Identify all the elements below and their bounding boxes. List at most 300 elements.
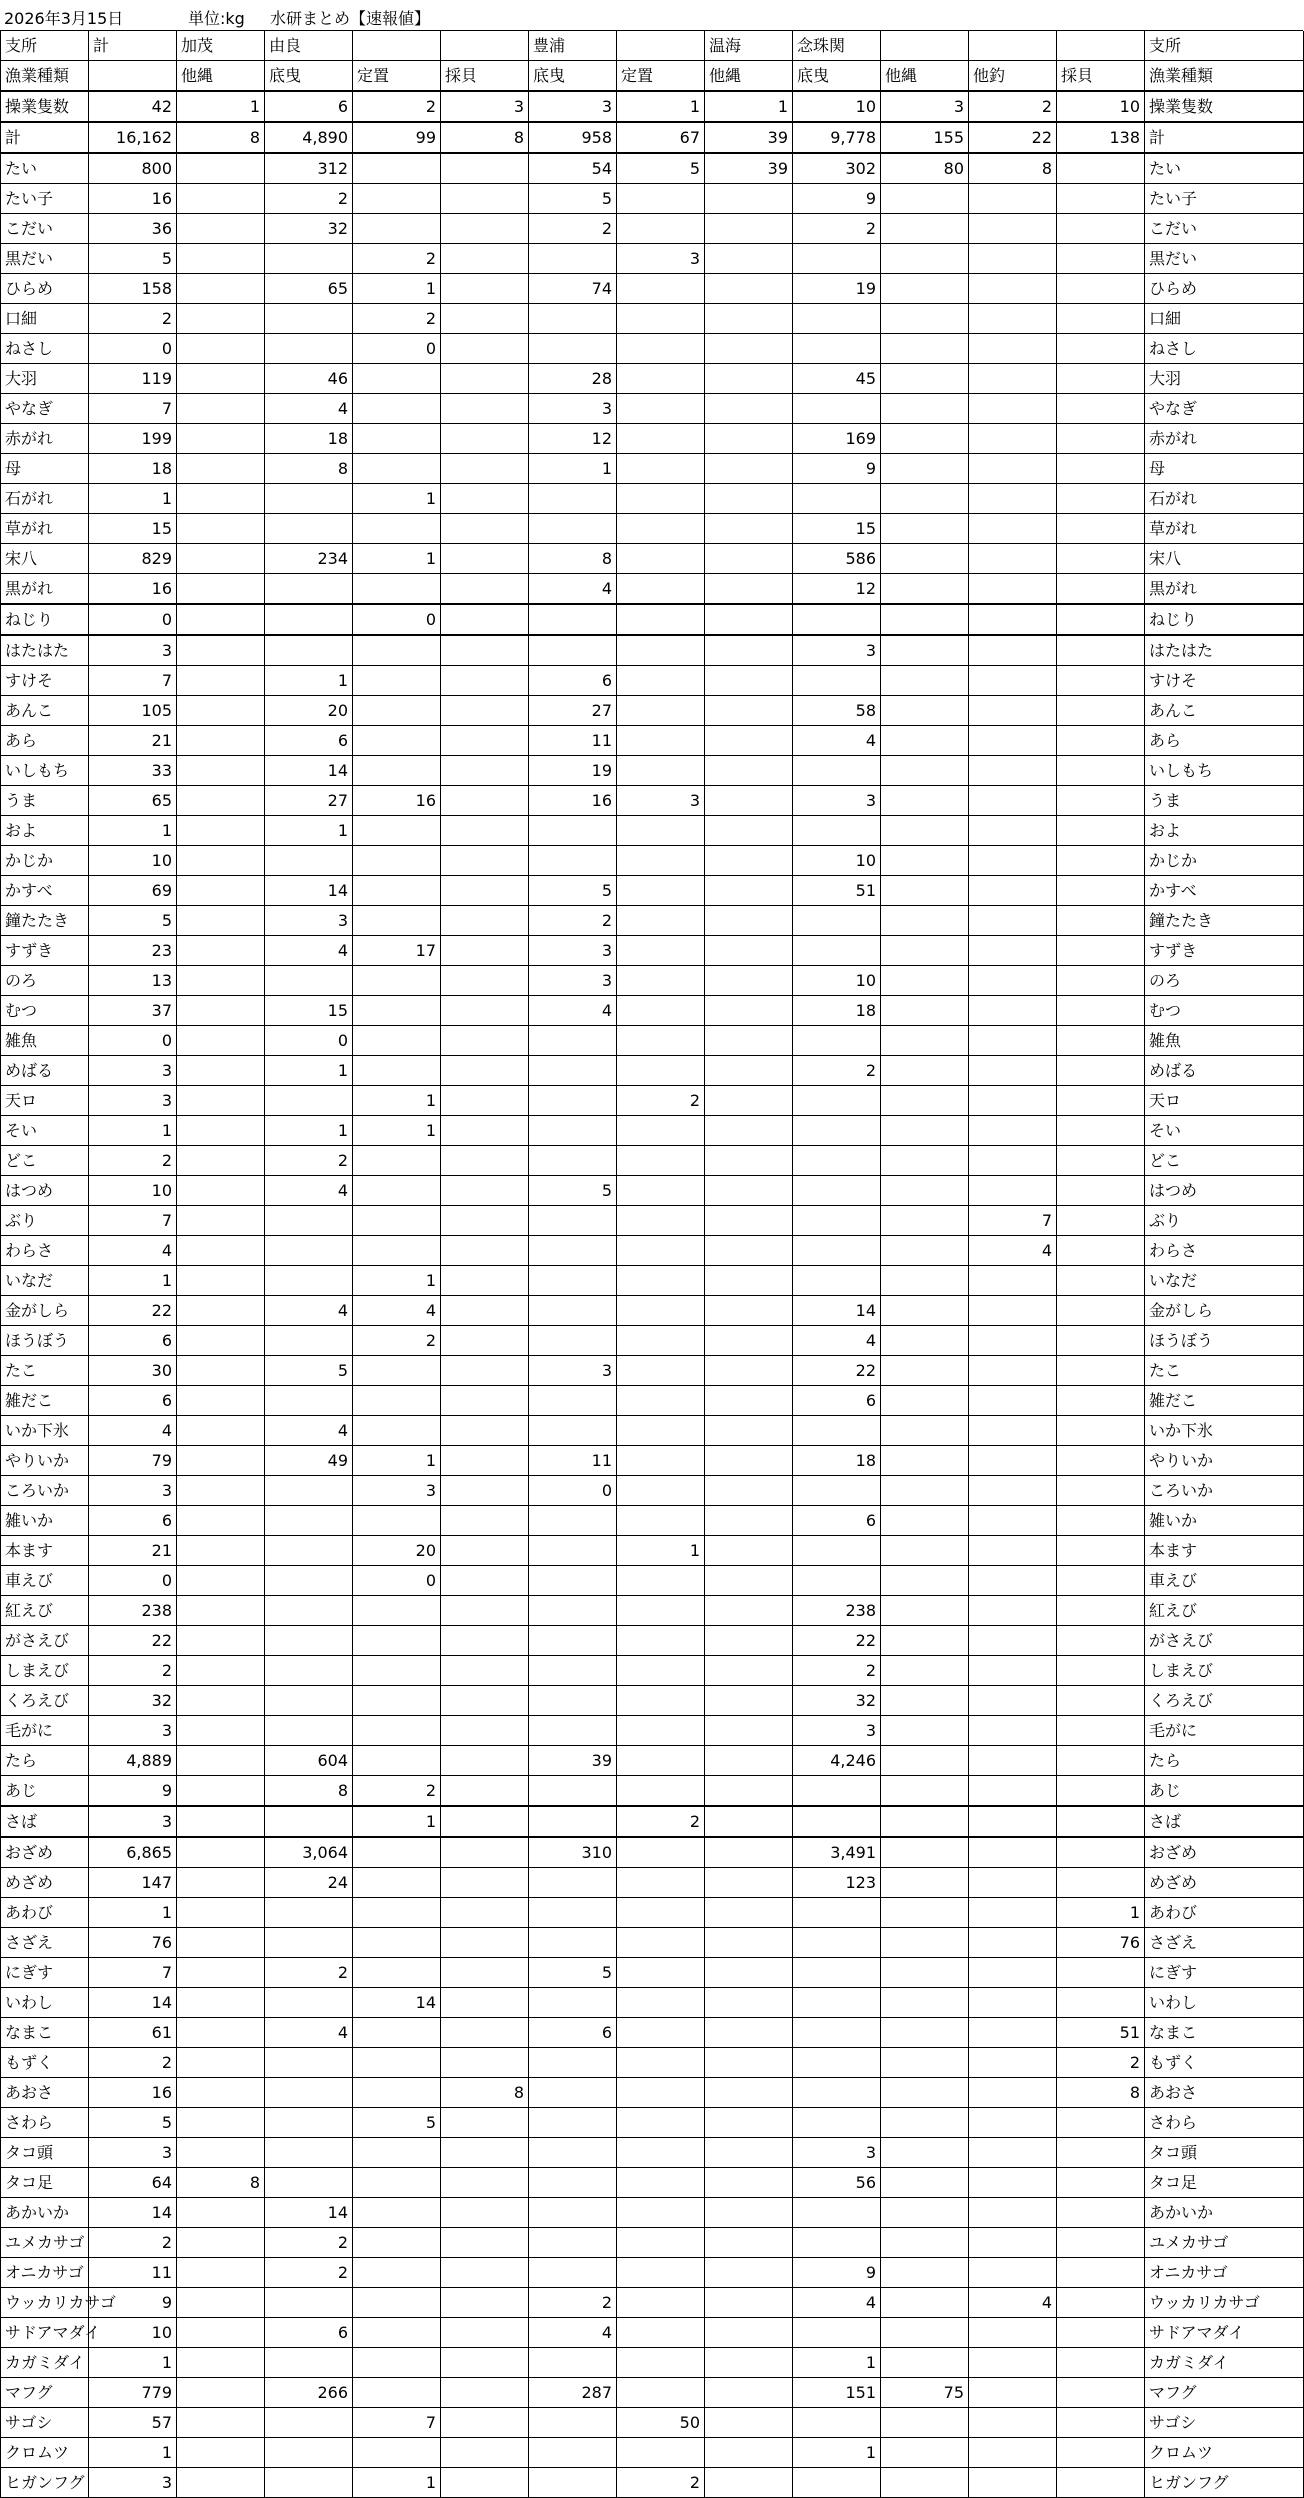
value-cell[interactable] (1057, 2228, 1145, 2258)
value-cell[interactable] (441, 334, 529, 364)
value-cell[interactable] (441, 1716, 529, 1746)
value-cell[interactable] (265, 635, 353, 666)
value-cell[interactable]: 1 (705, 91, 793, 122)
value-cell[interactable] (881, 1746, 969, 1776)
value-cell[interactable] (617, 454, 705, 484)
value-cell[interactable] (793, 1116, 881, 1146)
value-cell[interactable] (617, 1626, 705, 1656)
value-cell[interactable] (969, 484, 1057, 514)
value-cell[interactable]: 16 (353, 786, 441, 816)
value-cell[interactable]: 21 (89, 1536, 177, 1566)
value-cell[interactable] (881, 1146, 969, 1176)
value-cell[interactable] (969, 846, 1057, 876)
row-label-cell[interactable]: サドアマダイ (1145, 2318, 1304, 2348)
value-cell[interactable] (1057, 666, 1145, 696)
row-label-cell[interactable]: やなぎ (1, 394, 89, 424)
value-cell[interactable] (441, 1416, 529, 1446)
value-cell[interactable] (265, 574, 353, 605)
value-cell[interactable] (265, 1716, 353, 1746)
row-label-cell[interactable]: がさえび (1, 1626, 89, 1656)
value-cell[interactable] (881, 2138, 969, 2168)
row-label-cell[interactable]: およ (1145, 816, 1304, 846)
row-label-cell[interactable]: どこ (1, 1146, 89, 1176)
value-cell[interactable]: 6 (89, 1506, 177, 1536)
value-cell[interactable] (1057, 696, 1145, 726)
row-label-cell[interactable]: ねさし (1145, 334, 1304, 364)
value-cell[interactable]: 64 (89, 2168, 177, 2198)
value-cell[interactable] (353, 756, 441, 786)
row-label-cell[interactable]: 雑だこ (1, 1386, 89, 1416)
value-cell[interactable] (969, 936, 1057, 966)
value-cell[interactable] (969, 1656, 1057, 1686)
value-cell[interactable]: 他縄 (705, 61, 793, 92)
value-cell[interactable] (705, 2318, 793, 2348)
value-cell[interactable]: 49 (265, 1446, 353, 1476)
value-cell[interactable] (353, 726, 441, 756)
value-cell[interactable] (1057, 1988, 1145, 2018)
value-cell[interactable] (881, 1176, 969, 1206)
row-label-cell[interactable]: タコ頭 (1145, 2138, 1304, 2168)
value-cell[interactable] (969, 2408, 1057, 2438)
value-cell[interactable] (617, 574, 705, 605)
value-cell[interactable] (353, 1416, 441, 1446)
value-cell[interactable]: 9 (793, 454, 881, 484)
value-cell[interactable] (617, 1566, 705, 1596)
value-cell[interactable] (617, 1746, 705, 1776)
value-cell[interactable] (705, 816, 793, 846)
value-cell[interactable] (793, 1146, 881, 1176)
value-cell[interactable] (881, 726, 969, 756)
value-cell[interactable]: 18 (793, 996, 881, 1026)
row-label-cell[interactable]: いなだ (1, 1266, 89, 1296)
value-cell[interactable] (353, 1176, 441, 1206)
value-cell[interactable] (177, 574, 265, 605)
value-cell[interactable] (441, 1386, 529, 1416)
value-cell[interactable] (1057, 1958, 1145, 1988)
value-cell[interactable] (969, 2258, 1057, 2288)
value-cell[interactable] (969, 696, 1057, 726)
row-label-cell[interactable]: たい子 (1145, 184, 1304, 214)
value-cell[interactable] (705, 2168, 793, 2198)
value-cell[interactable]: 10 (793, 91, 881, 122)
row-label-cell[interactable]: クロムツ (1, 2438, 89, 2468)
value-cell[interactable] (353, 364, 441, 394)
value-cell[interactable]: 20 (265, 696, 353, 726)
value-cell[interactable] (529, 334, 617, 364)
row-label-cell[interactable]: ユメカサゴ (1145, 2228, 1304, 2258)
value-cell[interactable] (441, 1206, 529, 1236)
value-cell[interactable] (617, 214, 705, 244)
value-cell[interactable]: 20 (353, 1536, 441, 1566)
value-cell[interactable] (969, 1026, 1057, 1056)
value-cell[interactable] (705, 1296, 793, 1326)
row-label-cell[interactable]: ねじり (1, 604, 89, 635)
row-label-cell[interactable]: うま (1, 786, 89, 816)
row-label-cell[interactable]: 雑だこ (1145, 1386, 1304, 1416)
value-cell[interactable] (705, 1146, 793, 1176)
row-label-cell[interactable]: やりいか (1, 1446, 89, 1476)
value-cell[interactable] (441, 214, 529, 244)
value-cell[interactable]: 1 (89, 816, 177, 846)
value-cell[interactable] (1057, 1296, 1145, 1326)
value-cell[interactable] (617, 1386, 705, 1416)
value-cell[interactable] (969, 274, 1057, 304)
value-cell[interactable] (617, 1236, 705, 1266)
value-cell[interactable] (529, 1326, 617, 1356)
row-label-cell[interactable]: ユメカサゴ (1, 2228, 89, 2258)
value-cell[interactable] (177, 1868, 265, 1898)
value-cell[interactable]: 58 (793, 696, 881, 726)
value-cell[interactable]: 39 (705, 153, 793, 184)
value-cell[interactable] (441, 1566, 529, 1596)
value-cell[interactable] (969, 604, 1057, 635)
value-cell[interactable]: 9 (793, 184, 881, 214)
value-cell[interactable] (353, 2228, 441, 2258)
value-cell[interactable]: 16 (89, 184, 177, 214)
value-cell[interactable] (1057, 1266, 1145, 1296)
value-cell[interactable] (969, 1868, 1057, 1898)
value-cell[interactable]: 8 (529, 544, 617, 574)
value-cell[interactable] (265, 1656, 353, 1686)
value-cell[interactable] (1057, 1837, 1145, 1868)
value-cell[interactable] (617, 2228, 705, 2258)
value-cell[interactable] (1057, 31, 1145, 61)
value-cell[interactable] (881, 1656, 969, 1686)
value-cell[interactable] (969, 424, 1057, 454)
row-label-cell[interactable]: 大羽 (1, 364, 89, 394)
value-cell[interactable] (881, 2438, 969, 2468)
value-cell[interactable] (617, 1116, 705, 1146)
value-cell[interactable] (529, 1566, 617, 1596)
value-cell[interactable] (617, 1176, 705, 1206)
value-cell[interactable] (617, 666, 705, 696)
value-cell[interactable]: 2 (265, 2228, 353, 2258)
value-cell[interactable]: 54 (529, 153, 617, 184)
row-label-cell[interactable]: いわし (1145, 1988, 1304, 2018)
row-label-cell[interactable]: 宋八 (1145, 544, 1304, 574)
value-cell[interactable]: 76 (89, 1928, 177, 1958)
value-cell[interactable]: 15 (89, 514, 177, 544)
value-cell[interactable] (441, 364, 529, 394)
value-cell[interactable] (177, 2138, 265, 2168)
value-cell[interactable]: 21 (89, 726, 177, 756)
value-cell[interactable] (177, 274, 265, 304)
value-cell[interactable] (1057, 2438, 1145, 2468)
value-cell[interactable] (177, 756, 265, 786)
value-cell[interactable] (969, 2378, 1057, 2408)
value-cell[interactable]: 採貝 (1057, 61, 1145, 92)
value-cell[interactable] (1057, 304, 1145, 334)
value-cell[interactable]: 2 (265, 2258, 353, 2288)
value-cell[interactable] (177, 184, 265, 214)
value-cell[interactable] (969, 2468, 1057, 2498)
value-cell[interactable] (793, 1266, 881, 1296)
value-cell[interactable] (881, 816, 969, 846)
value-cell[interactable] (969, 1686, 1057, 1716)
value-cell[interactable] (441, 574, 529, 605)
value-cell[interactable]: 10 (1057, 91, 1145, 122)
value-cell[interactable]: 0 (89, 604, 177, 635)
value-cell[interactable] (969, 1506, 1057, 1536)
value-cell[interactable] (1057, 876, 1145, 906)
value-cell[interactable] (353, 214, 441, 244)
value-cell[interactable] (1057, 1056, 1145, 1086)
value-cell[interactable] (1057, 1716, 1145, 1746)
value-cell[interactable]: 底曳 (265, 61, 353, 92)
row-label-cell[interactable]: いしもち (1, 756, 89, 786)
value-cell[interactable] (177, 2408, 265, 2438)
value-cell[interactable]: 4,246 (793, 1746, 881, 1776)
value-cell[interactable] (969, 2318, 1057, 2348)
value-cell[interactable]: 1 (89, 2438, 177, 2468)
value-cell[interactable]: 5 (89, 2108, 177, 2138)
row-label-cell[interactable]: たこ (1145, 1356, 1304, 1386)
row-label-cell[interactable]: くろえび (1145, 1686, 1304, 1716)
row-label-cell[interactable]: すずき (1145, 936, 1304, 966)
value-cell[interactable] (969, 1116, 1057, 1146)
value-cell[interactable]: 39 (705, 122, 793, 153)
value-cell[interactable] (177, 214, 265, 244)
value-cell[interactable] (1057, 1386, 1145, 1416)
value-cell[interactable] (1057, 2198, 1145, 2228)
value-cell[interactable] (1057, 544, 1145, 574)
value-cell[interactable] (705, 1026, 793, 1056)
value-cell[interactable] (969, 1898, 1057, 1928)
value-cell[interactable] (265, 2348, 353, 2378)
value-cell[interactable] (1057, 1656, 1145, 1686)
value-cell[interactable] (881, 1928, 969, 1958)
value-cell[interactable] (1057, 604, 1145, 635)
value-cell[interactable]: 13 (89, 966, 177, 996)
value-cell[interactable] (177, 1958, 265, 1988)
value-cell[interactable] (177, 816, 265, 846)
value-cell[interactable] (265, 2408, 353, 2438)
row-label-cell[interactable]: あら (1145, 726, 1304, 756)
value-cell[interactable]: 1 (89, 1266, 177, 1296)
row-label-cell[interactable]: いか下氷 (1145, 1416, 1304, 1446)
value-cell[interactable] (881, 1536, 969, 1566)
value-cell[interactable] (705, 244, 793, 274)
value-cell[interactable] (177, 966, 265, 996)
value-cell[interactable] (441, 514, 529, 544)
row-label-cell[interactable]: しまえび (1145, 1656, 1304, 1686)
value-cell[interactable]: 22 (793, 1356, 881, 1386)
value-cell[interactable]: 3 (529, 966, 617, 996)
value-cell[interactable] (1057, 2108, 1145, 2138)
value-cell[interactable] (441, 1868, 529, 1898)
value-cell[interactable] (1057, 424, 1145, 454)
value-cell[interactable] (441, 996, 529, 1026)
value-cell[interactable] (353, 966, 441, 996)
value-cell[interactable] (177, 1746, 265, 1776)
value-cell[interactable]: 2 (89, 2228, 177, 2258)
row-label-cell[interactable]: こだい (1, 214, 89, 244)
value-cell[interactable] (529, 2108, 617, 2138)
value-cell[interactable] (1057, 1776, 1145, 1807)
value-cell[interactable]: 2 (265, 184, 353, 214)
value-cell[interactable]: 105 (89, 696, 177, 726)
value-cell[interactable]: 6 (265, 726, 353, 756)
value-cell[interactable] (617, 31, 705, 61)
value-cell[interactable]: 10 (89, 1176, 177, 1206)
value-cell[interactable] (969, 786, 1057, 816)
row-label-cell[interactable]: クロムツ (1145, 2438, 1304, 2468)
value-cell[interactable] (705, 364, 793, 394)
value-cell[interactable]: 32 (793, 1686, 881, 1716)
value-cell[interactable]: 312 (265, 153, 353, 184)
value-cell[interactable] (265, 1898, 353, 1928)
value-cell[interactable] (529, 1146, 617, 1176)
value-cell[interactable] (1057, 1086, 1145, 1116)
row-label-cell[interactable]: たこ (1, 1356, 89, 1386)
value-cell[interactable] (969, 2018, 1057, 2048)
value-cell[interactable] (265, 1506, 353, 1536)
value-cell[interactable]: 7 (969, 1206, 1057, 1236)
value-cell[interactable] (353, 1958, 441, 1988)
value-cell[interactable] (1057, 906, 1145, 936)
row-label-cell[interactable]: タコ足 (1, 2168, 89, 2198)
row-label-cell[interactable]: もずく (1, 2048, 89, 2078)
value-cell[interactable]: 定置 (617, 61, 705, 92)
value-cell[interactable]: 61 (89, 2018, 177, 2048)
value-cell[interactable] (705, 936, 793, 966)
value-cell[interactable] (969, 544, 1057, 574)
value-cell[interactable] (177, 1806, 265, 1837)
value-cell[interactable]: 24 (265, 1868, 353, 1898)
value-cell[interactable] (705, 2438, 793, 2468)
value-cell[interactable]: 18 (89, 454, 177, 484)
value-cell[interactable] (705, 1266, 793, 1296)
value-cell[interactable] (441, 2198, 529, 2228)
value-cell[interactable] (441, 1928, 529, 1958)
value-cell[interactable] (969, 1716, 1057, 1746)
value-cell[interactable] (529, 2168, 617, 2198)
row-label-cell[interactable]: オニカサゴ (1, 2258, 89, 2288)
value-cell[interactable] (441, 2258, 529, 2288)
value-cell[interactable]: 99 (353, 122, 441, 153)
value-cell[interactable] (441, 2048, 529, 2078)
value-cell[interactable] (705, 996, 793, 1026)
row-label-cell[interactable]: やりいか (1145, 1446, 1304, 1476)
value-cell[interactable]: 8 (441, 122, 529, 153)
value-cell[interactable] (177, 1596, 265, 1626)
value-cell[interactable]: 16 (529, 786, 617, 816)
value-cell[interactable] (881, 1086, 969, 1116)
value-cell[interactable] (89, 61, 177, 92)
value-cell[interactable]: 14 (265, 876, 353, 906)
value-cell[interactable] (529, 1626, 617, 1656)
value-cell[interactable] (1057, 726, 1145, 756)
row-label-cell[interactable]: そい (1, 1116, 89, 1146)
value-cell[interactable] (353, 2258, 441, 2288)
value-cell[interactable]: 加茂 (177, 31, 265, 61)
row-label-cell[interactable]: タコ足 (1145, 2168, 1304, 2198)
row-label-cell[interactable]: サゴシ (1145, 2408, 1304, 2438)
value-cell[interactable]: 39 (529, 1746, 617, 1776)
value-cell[interactable] (705, 786, 793, 816)
value-cell[interactable] (617, 484, 705, 514)
value-cell[interactable] (793, 1476, 881, 1506)
value-cell[interactable]: 1 (89, 2348, 177, 2378)
row-label-cell[interactable]: 母 (1145, 454, 1304, 484)
value-cell[interactable] (793, 1958, 881, 1988)
value-cell[interactable]: 37 (89, 996, 177, 1026)
value-cell[interactable] (177, 1206, 265, 1236)
value-cell[interactable]: 5 (529, 876, 617, 906)
value-cell[interactable]: 0 (89, 1026, 177, 1056)
value-cell[interactable] (441, 1296, 529, 1326)
value-cell[interactable] (881, 1566, 969, 1596)
value-cell[interactable]: 27 (265, 786, 353, 816)
value-cell[interactable] (177, 604, 265, 635)
value-cell[interactable] (177, 1026, 265, 1056)
value-cell[interactable]: 14 (89, 2198, 177, 2228)
value-cell[interactable]: 5 (89, 906, 177, 936)
value-cell[interactable] (353, 2048, 441, 2078)
value-cell[interactable]: 2 (265, 1958, 353, 1988)
value-cell[interactable] (177, 2378, 265, 2408)
value-cell[interactable] (177, 1928, 265, 1958)
value-cell[interactable] (617, 1026, 705, 1056)
value-cell[interactable] (265, 1086, 353, 1116)
value-cell[interactable]: 10 (793, 966, 881, 996)
value-cell[interactable] (353, 153, 441, 184)
row-label-cell[interactable]: すずき (1, 936, 89, 966)
value-cell[interactable] (881, 2018, 969, 2048)
value-cell[interactable] (177, 304, 265, 334)
value-cell[interactable] (265, 1386, 353, 1416)
value-cell[interactable] (353, 2378, 441, 2408)
value-cell[interactable] (177, 996, 265, 1026)
value-cell[interactable] (705, 1116, 793, 1146)
row-label-cell[interactable]: めばる (1, 1056, 89, 1086)
value-cell[interactable]: 4 (265, 1296, 353, 1326)
value-cell[interactable] (705, 394, 793, 424)
value-cell[interactable] (881, 514, 969, 544)
value-cell[interactable] (793, 1206, 881, 1236)
value-cell[interactable] (969, 635, 1057, 666)
value-cell[interactable]: 0 (353, 1566, 441, 1596)
value-cell[interactable]: 2 (793, 1056, 881, 1086)
value-cell[interactable] (969, 184, 1057, 214)
value-cell[interactable] (529, 2138, 617, 2168)
value-cell[interactable] (617, 1146, 705, 1176)
value-cell[interactable] (617, 304, 705, 334)
value-cell[interactable] (617, 514, 705, 544)
value-cell[interactable] (353, 2288, 441, 2318)
value-cell[interactable]: 33 (89, 756, 177, 786)
value-cell[interactable] (793, 2048, 881, 2078)
value-cell[interactable] (969, 364, 1057, 394)
value-cell[interactable] (617, 1326, 705, 1356)
value-cell[interactable] (617, 1958, 705, 1988)
value-cell[interactable]: 7 (89, 1206, 177, 1236)
value-cell[interactable] (881, 1476, 969, 1506)
value-cell[interactable] (441, 1026, 529, 1056)
row-label-cell[interactable]: さば (1, 1806, 89, 1837)
value-cell[interactable] (705, 2138, 793, 2168)
value-cell[interactable] (705, 846, 793, 876)
value-cell[interactable] (265, 334, 353, 364)
value-cell[interactable] (617, 1988, 705, 2018)
value-cell[interactable] (353, 1206, 441, 1236)
value-cell[interactable]: 8 (969, 153, 1057, 184)
value-cell[interactable]: 18 (793, 1446, 881, 1476)
value-cell[interactable] (969, 2108, 1057, 2138)
value-cell[interactable] (177, 1686, 265, 1716)
value-cell[interactable] (881, 2348, 969, 2378)
row-label-cell[interactable]: あんこ (1145, 696, 1304, 726)
